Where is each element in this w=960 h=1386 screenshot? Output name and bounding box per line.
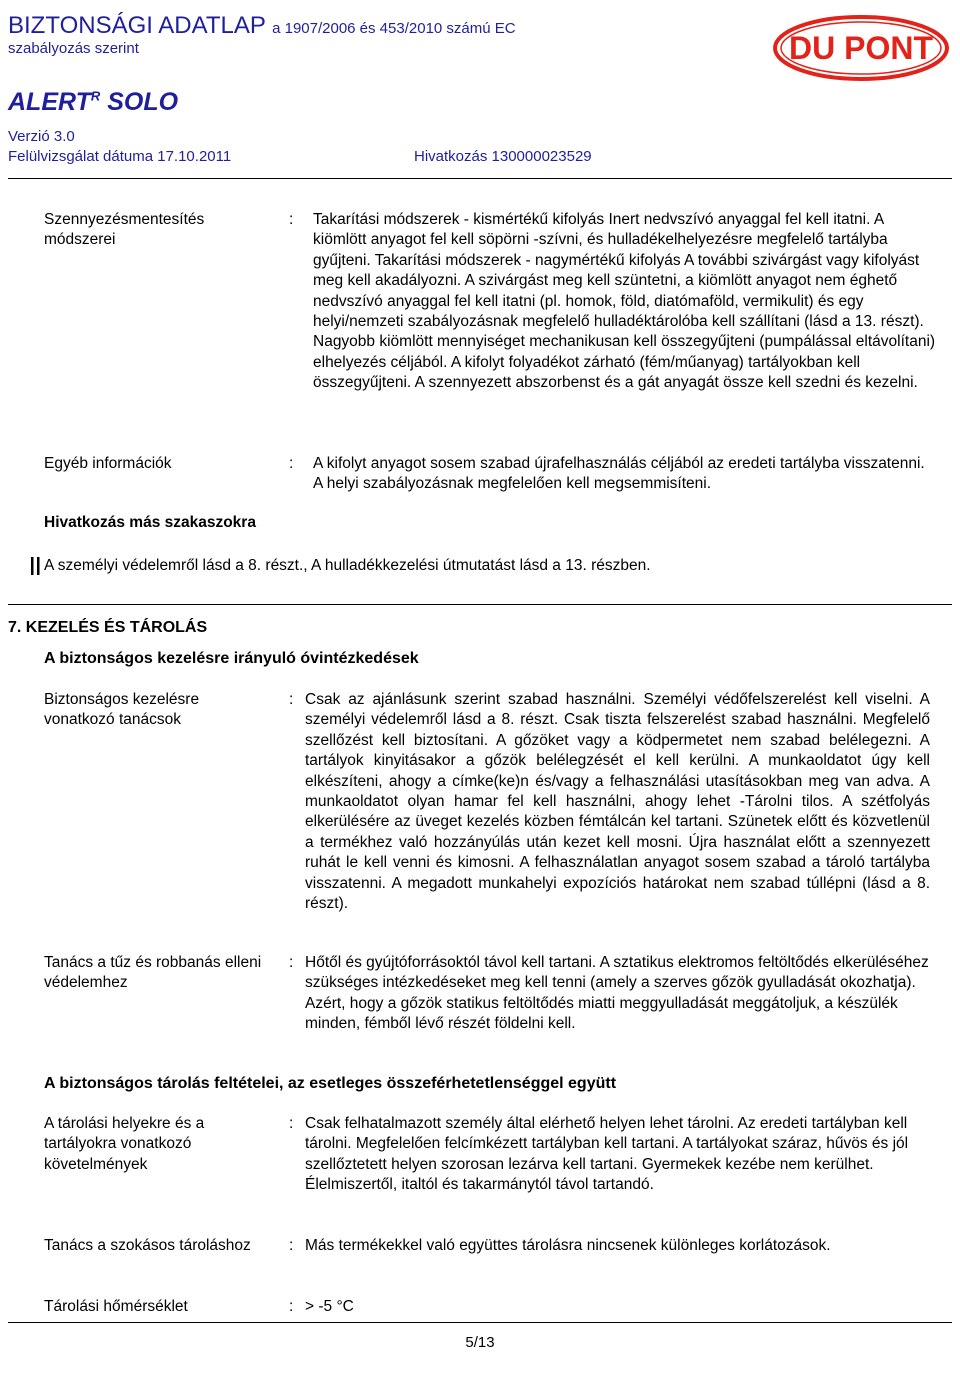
value-common-storage: Más termékekkel való együttes tárolásra nincsenek különleges korlátozások. bbox=[305, 1237, 831, 1254]
colon: : bbox=[289, 1298, 294, 1315]
value-decontamination: Takarítási módszerek - kismértékű kifolyás Inert nedvszívó anyaggal fel kell itatni. A kiömlött anyagot fel kell söpörni -szívni, és hulladékelhelyezésre megfelelő tartályba gyűjteni. Takarítási módszerek - nagymértékű kifolyás A további szivárgást vagy kifolyást meg kell akadályozni. A szivárgást meg kell szüntetni, a kiömlött anyagot nem éghető nedvszívó anyaggal fel kell itatni (pl. homok, föld, diatómaföld, vermikulit) és egy helyi/nemzeti szabályozásnak megfelelő hulladéktárolóba kell szállítani (lásd a 13. részt). Nagyobb kiömlött mennyiséget mechanikusan kell összegyűjteni (pumpálással eltávolítani) elhelyezés céljából. A kifolyt folyadékot zárható (fém/műanyag) tartályokban kell összegyűjteni. A szennyezett abszorbenst és a gát anyagát össze kell szedni és kezelni. bbox=[313, 211, 936, 392]
colon: : bbox=[289, 455, 294, 472]
header-divider bbox=[8, 178, 952, 179]
label-fire-protection: Tanács a tűz és robbanás elleni védelemhez bbox=[44, 954, 262, 992]
label-common-storage: Tanács a szokásos tároláshoz bbox=[44, 1237, 251, 1254]
storage-title: A biztonságos tárolás feltételei, az esetleges összeférhetetlenséggel együtt bbox=[44, 1075, 617, 1092]
value-storage-temperature: > -5 °C bbox=[305, 1298, 354, 1315]
review-date: Felülvizsgálat dátuma 17.10.2011 bbox=[8, 148, 232, 165]
colon: : bbox=[289, 211, 294, 228]
colon: : bbox=[289, 1237, 294, 1254]
product-name bbox=[8, 88, 178, 117]
change-bars bbox=[30, 556, 44, 583]
value-fire-protection: Hőtől és gyújtóforrásoktól távol kell tartani. A sztatikus elektromos feltöltődés elkerüléséhez szükséges intézkedéseket meg kell tenni (amely a szerves gőzök gyulladását okozhatja). Azért, hogy a gőzök statikus feltöltődés miatti meggyulladását meggátoljuk, a készülék minden, fémből lévő részét földelni kell. bbox=[305, 954, 929, 1033]
label-safe-handling: Biztonságos kezelésre vonatkozó tanácsok bbox=[44, 691, 200, 729]
document-title-regulation: a 1907/2006 és 453/2010 számú EC bbox=[272, 20, 516, 37]
document-title-main: BIZTONSÁGI ADATLAP bbox=[8, 12, 266, 39]
value-storage-requirements: Csak felhatalmazott személy által elérhető helyen lehet tárolni. Az eredeti tartályban kell tárolni. Megfelelően felcímkézett tartályban kell tartani. A tartályokat száraz, hűvös és jól szellőztetett helyen szorosan lezárva kell tartani. Gyermekek kezébe nem kerülhet. Élelmiszertől, italtól és takarmánytól távol tartandó. bbox=[305, 1115, 909, 1194]
colon: : bbox=[289, 1115, 294, 1132]
colon: : bbox=[289, 954, 294, 971]
label-storage-temperature: Tárolási hőmérséklet bbox=[44, 1298, 188, 1315]
handling-title: A biztonságos kezelésre irányuló óvintézkedések bbox=[44, 650, 419, 667]
product-name-suffix: SOLO bbox=[107, 88, 179, 116]
label-storage-requirements: A tárolási helyekre és a tartályokra vonatkozó követelmények bbox=[44, 1115, 205, 1173]
document-subtitle: szabályozás szerint bbox=[8, 40, 139, 57]
section-divider bbox=[8, 604, 952, 605]
label-decontamination: Szennyezésmentesítés módszerei bbox=[44, 211, 205, 249]
crossref-text: A személyi védelemről lásd a 8. részt., A hulladékkezelési útmutatást lásd a 13. részben. bbox=[44, 557, 651, 574]
reference-number: Hivatkozás 130000023529 bbox=[414, 148, 592, 165]
registered-mark: R bbox=[90, 88, 101, 104]
colon: : bbox=[289, 691, 294, 708]
section-7-title: 7. KEZELÉS ÉS TÁROLÁS bbox=[8, 619, 208, 636]
document-title bbox=[8, 12, 516, 40]
value-other-info: A kifolyt anyagot sosem szabad újrafelhasználás céljából az eredeti tartályba visszatenni. A helyi szabályozásnak megfelelően kell megsemmisíteni. bbox=[313, 455, 925, 493]
label-other-info: Egyéb információk bbox=[44, 455, 172, 472]
product-name-main: ALERT bbox=[8, 88, 91, 116]
dupont-logo bbox=[772, 14, 950, 87]
value-safe-handling: Csak az ajánlásunk szerint szabad használni. Személyi védőfelszerelést kell viselni. A személyi védelemről lásd a 8. részt. Csak tiszta felszerelést szabad használni. Megfelelő szellőzést kell biztosítani. A gőzöket vagy a ködpermetet nem szabad belélegezni. A tartályok kinyitásakor a gőzök belélegzését el kell kerülni. A munkaoldatot úgy kell elkészíteni, ahogy a címke(ke)n és/vagy a felhasználási utasításokban meg van adva. A munkaoldatot olyan hamar fel kell használni, ahogy lehet -Tárolni tilos. A szétfolyás elkerülésére az üveget kezelés közben fémtálcán kel tartani. Szünetek előtt és közvetlenül a termékhez való hozzányúlás után kezet kell mosni. Újra használat előtt a szennyezett ruhát le kell venni és kimosni. A felhasználatlan anyagot sosem szabad a tároló tartályba visszatenni. A megadott munkahelyi expozíciós határokat nem szabad túllépni (lásd a 8. részt). bbox=[305, 691, 930, 913]
version: Verzió 3.0 bbox=[8, 128, 75, 145]
crossref-title: Hivatkozás más szakaszokra bbox=[44, 514, 256, 531]
page-number: 5/13 bbox=[465, 1334, 495, 1351]
logo-text: DU PONT bbox=[789, 30, 933, 66]
